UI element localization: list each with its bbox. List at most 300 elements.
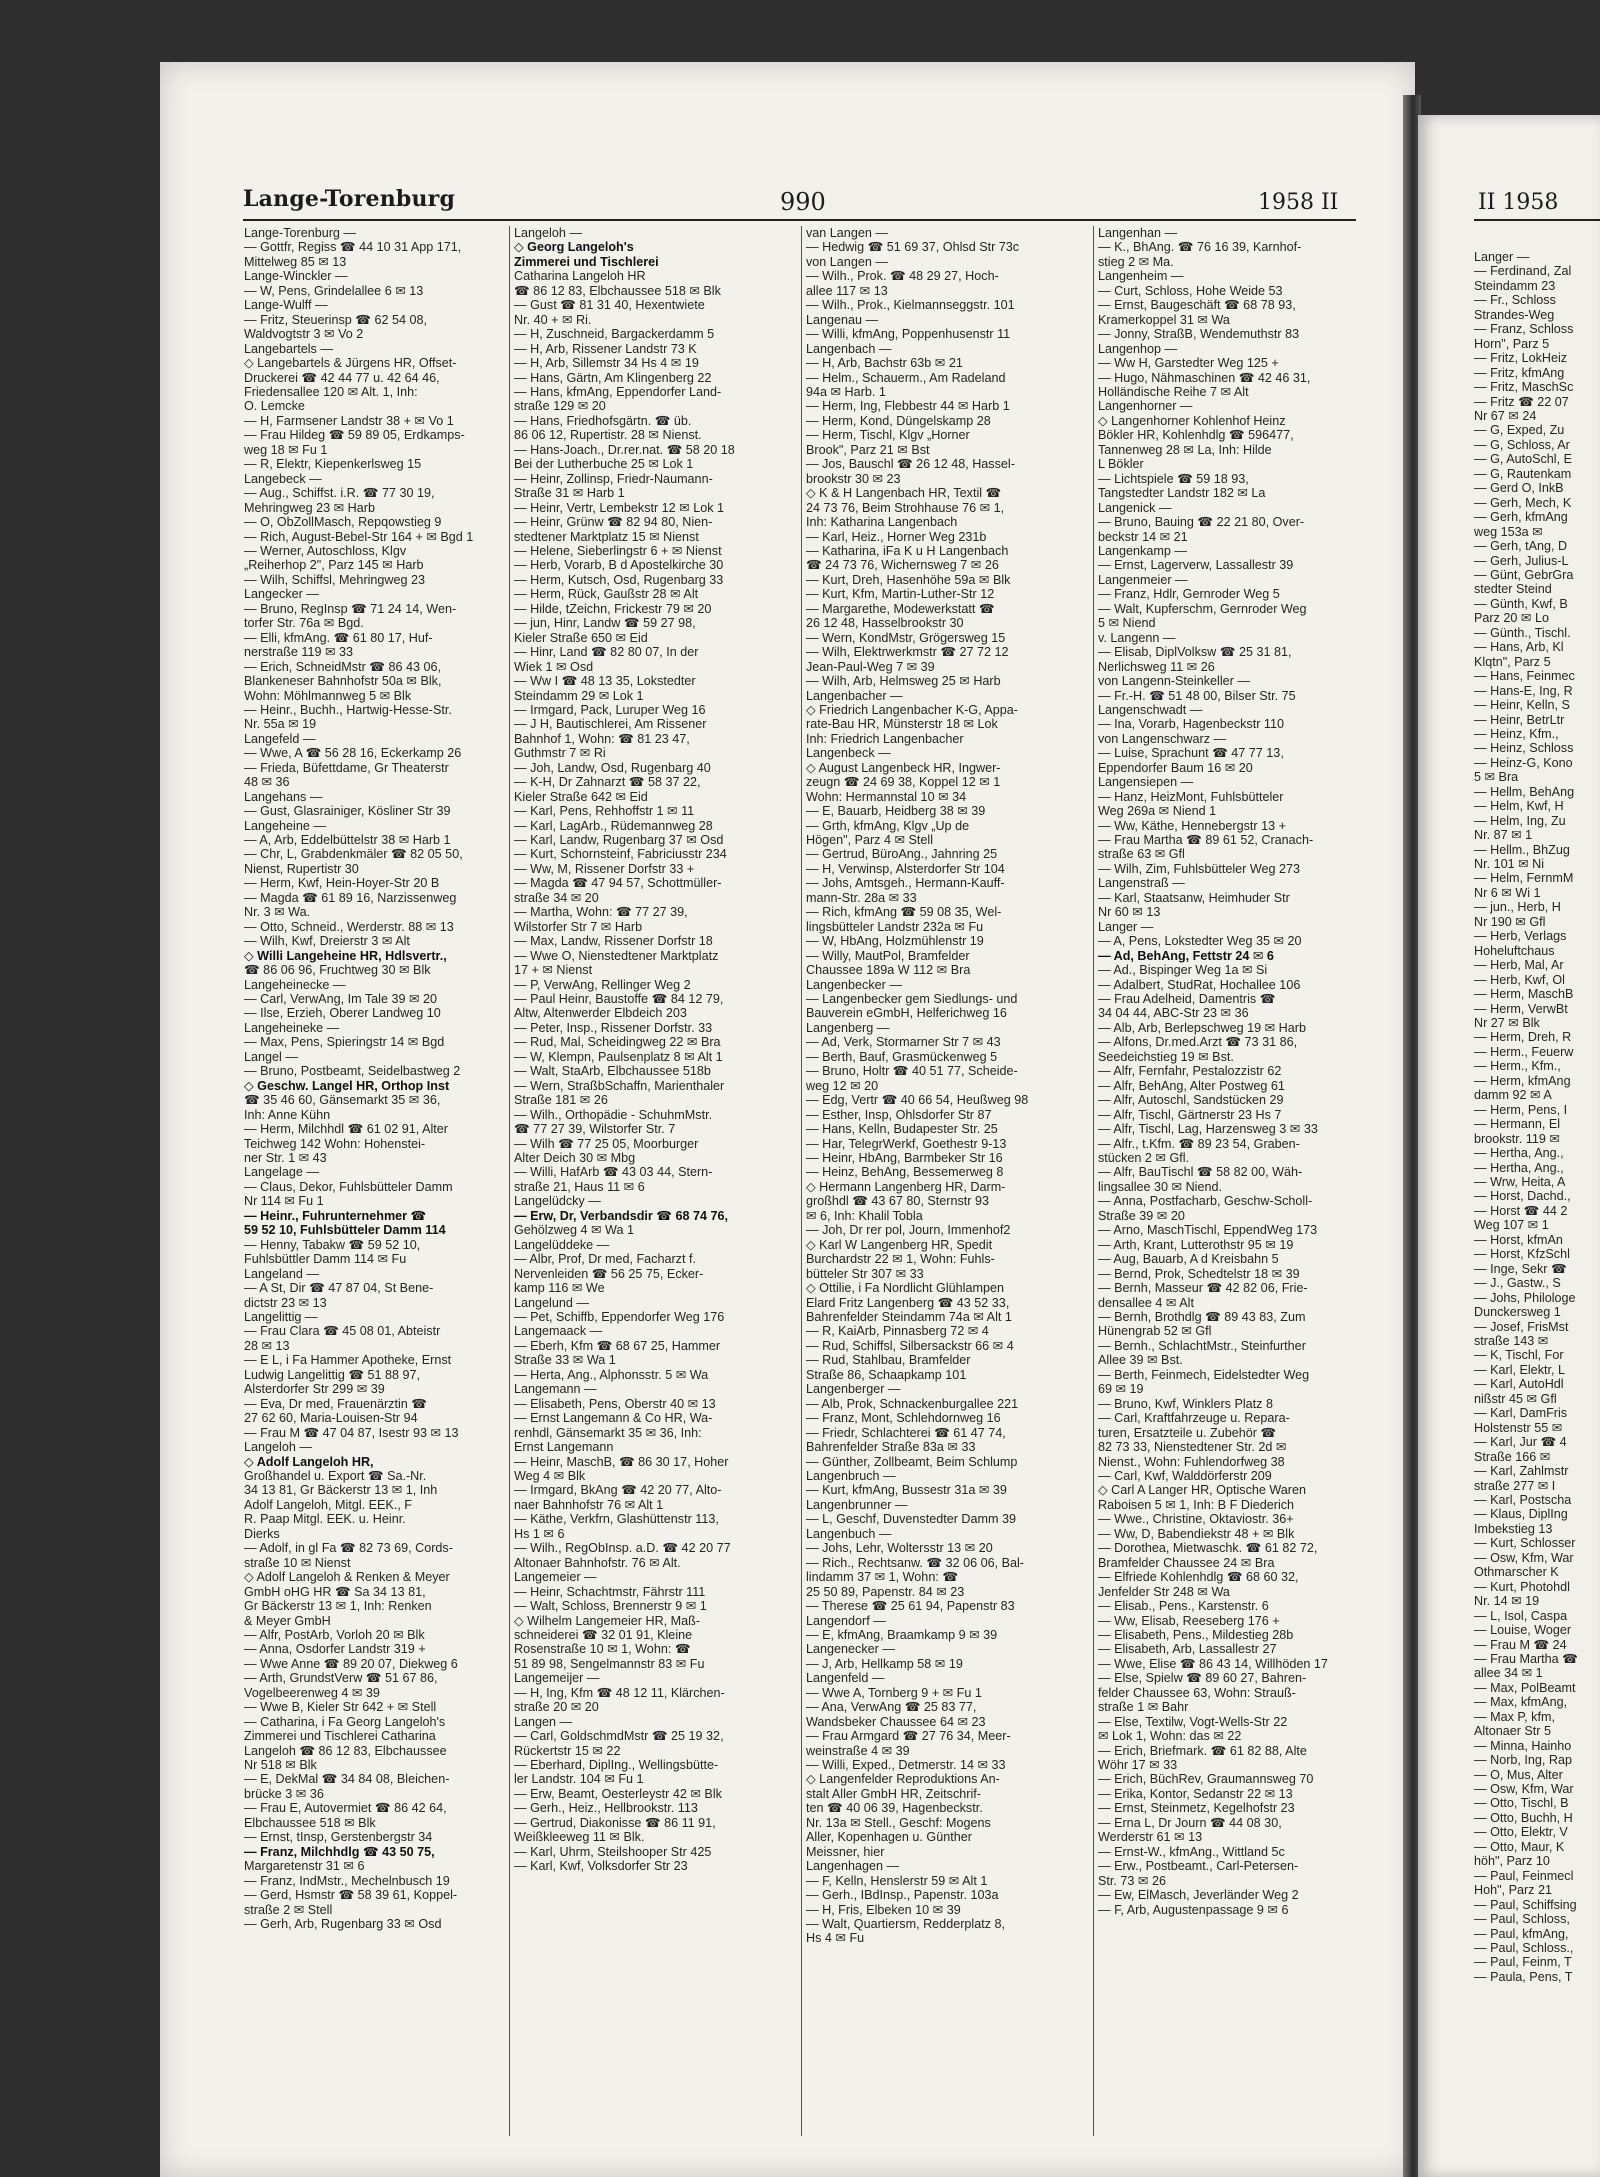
directory-entry: Langendorf — [806, 1613, 886, 1628]
directory-entry: 24 73 76, Beim Strohhause 76 ✉ 1, [806, 500, 1005, 515]
directory-entry: ler Landstr. 104 ✉ Fu 1 [514, 1772, 644, 1787]
directory-entry: Wilstorfer Str 7 ✉ Harb [514, 919, 643, 934]
facing-entry: weg 153a ✉ [1474, 524, 1543, 539]
directory-entry: von Langenschwarz — [1098, 731, 1227, 746]
directory-entry: Langenick — [1098, 500, 1172, 515]
directory-entry: — J, Arb, Hellkamp 58 ✉ 19 [806, 1656, 963, 1671]
directory-entry: — Wilh, Arb, Helmsweg 25 ✉ Harb [806, 674, 1001, 689]
directory-entry: — Bruno, RegInsp ☎ 71 24 14, Wen- [244, 601, 457, 616]
directory-entry: — Ad, BehAng, Fettstr 24 ✉ 6 [1098, 948, 1274, 963]
directory-entry: — Edg, Vertr ☎ 40 66 54, Heußweg 98 [806, 1093, 1029, 1108]
facing-entry: — Paul, Schiffsing [1474, 1897, 1577, 1912]
directory-entry: — Bernh., SchlachtMstr., Steinfurther [1098, 1338, 1306, 1353]
directory-entry: Straße 86, Schaapkamp 101 [806, 1367, 967, 1382]
facing-entry: Parz 20 ✉ Lo [1474, 611, 1549, 626]
directory-entry: ◇ Ottilie, i Fa Nordlicht Glühlampen [806, 1281, 1004, 1296]
directory-entry: „Reiherhop 2", Parz 145 ✉ Harb [244, 558, 424, 573]
directory-entry: — Frau Martha ☎ 89 61 52, Cranach- [1098, 833, 1314, 848]
facing-entry: — Fr., Schloss [1474, 293, 1556, 308]
directory-entry: — Elisabeth, Pens, Oberstr 40 ✉ 13 [514, 1396, 716, 1411]
directory-entry: — Bernd, Prok, Schedtelstr 18 ✉ 39 [1098, 1266, 1300, 1281]
directory-entry: — Gerd, Hsmstr ☎ 58 39 61, Koppel- [244, 1888, 458, 1903]
directory-entry: Aller, Kopenhagen u. Günther [806, 1830, 972, 1845]
directory-entry: — Rich, kfmAng ☎ 59 08 35, Wel- [806, 905, 1002, 920]
directory-entry: — Franz, Mont, Schlehdornweg 16 [806, 1411, 1001, 1426]
directory-entry: — Eva, Dr med, Frauenärztin ☎ [244, 1396, 427, 1411]
directory-entry: Jean-Paul-Weg 7 ✉ 39 [806, 659, 935, 674]
directory-entry: — Heinr., Fuhrunternehmer ☎ [244, 1208, 427, 1223]
facing-entry: nißstr 45 ✉ Gfl [1474, 1391, 1557, 1406]
directory-entry: — A, Pens, Lokstedter Weg 35 ✉ 20 [1098, 934, 1302, 949]
facing-entry: — Kurt, Schlosser [1474, 1536, 1576, 1551]
directory-entry: — Johs, Lehr, Woltersstr 13 ✉ 20 [806, 1541, 993, 1556]
directory-entry: mann-Str. 28a ✉ 33 [806, 890, 917, 905]
facing-entry: Nr. 87 ✉ 1 [1474, 828, 1533, 843]
directory-entry: — Ww I ☎ 48 13 35, Lokstedter [514, 674, 696, 689]
directory-entry: — O, ObZollMasch, Repqowstieg 9 [244, 515, 442, 530]
directory-entry: — Aug, Bauarb, A d Kreisbahn 5 [1098, 1252, 1279, 1267]
directory-entry: — Ad, Verk, Stormarner Str 7 ✉ 43 [806, 1035, 1001, 1050]
directory-entry: — Carl, Kwf, Walddörferstr 209 [1098, 1468, 1272, 1483]
directory-entry: rate-Bau HR, Münsterstr 18 ✉ Lok [806, 717, 998, 732]
column-divider [509, 226, 510, 2136]
directory-entry: torfer Str. 76a ✉ Bgd. [244, 616, 364, 631]
directory-entry: — E, DekMal ☎ 34 84 08, Bleichen- [244, 1772, 450, 1787]
directory-entry: — Karl, Staatsanw, Heimhuder Str [1098, 890, 1290, 905]
directory-entry: straße 129 ✉ 20 [514, 399, 606, 414]
directory-entry: — Arno, MaschTischl, EppendWeg 173 [1098, 1223, 1318, 1238]
directory-entry: — Heinr, Zollinsp, Friedr-Naumann- [514, 471, 713, 486]
directory-entry: Wiek 1 ✉ Osd [514, 659, 594, 674]
directory-entry: — Carl, VerwAng, Im Tale 39 ✉ 20 [244, 992, 438, 1007]
directory-entry: Kieler Straße 650 ✉ Eid [514, 630, 648, 645]
directory-entry: Langemeier — [514, 1570, 597, 1585]
facing-entry: — Karl, AutoHdl [1474, 1377, 1564, 1392]
directory-entry: Weg 269a ✉ Niend 1 [1098, 804, 1217, 819]
directory-entry: — A St, Dir ☎ 47 87 04, St Bene- [244, 1281, 434, 1296]
facing-entry: — Heinr, Kelln, S [1474, 698, 1570, 713]
header-rule [243, 219, 1356, 221]
directory-entry: Langeloh — [514, 226, 582, 240]
directory-entry: — Rich., Rechtsanw. ☎ 32 06 06, Bal- [806, 1555, 1024, 1570]
directory-entry: straße 21, Haus 11 ✉ 6 [514, 1179, 645, 1194]
directory-entry: — Bernh, Brothdlg ☎ 89 43 83, Zum [1098, 1309, 1306, 1324]
directory-entry: Langemann — [514, 1382, 597, 1397]
directory-entry: — E L, i Fa Hammer Apotheke, Ernst [244, 1353, 452, 1368]
directory-entry: — Kurt, Kfm, Martin-Luther-Str 12 [806, 587, 995, 602]
directory-entry: Straße 39 ✉ 20 [1098, 1208, 1185, 1223]
directory-entry: Nr 518 ✉ Blk [244, 1758, 317, 1773]
directory-entry: stücken 2 ✉ Gfl. [1098, 1151, 1190, 1165]
directory-entry: — Max, Pens, Spieringstr 14 ✉ Bgd [244, 1035, 445, 1050]
facing-entry: Strandes-Weg [1474, 307, 1555, 322]
facing-entry: — Osw, Kfm, War [1474, 1782, 1574, 1797]
directory-entry: 28 ✉ 13 [244, 1338, 290, 1353]
directory-entry: stalt Aller GmbH HR, Zeitschrif- [806, 1786, 981, 1801]
directory-entry: — Wwe A, Tornberg 9 + ✉ Fu 1 [806, 1685, 982, 1700]
directory-entry: Blankeneser Bahnhofstr 50a ✉ Blk, [244, 674, 442, 689]
directory-entry: ◇ Wilhelm Langemeier HR, Maß- [514, 1613, 701, 1628]
directory-entry: — Franz, Hdlr, Gernroder Weg 5 [1098, 587, 1280, 602]
facing-entry: — Helm, Ing, Zu [1474, 813, 1566, 828]
directory-entry: ◇ K & H Langenbach HR, Textil ☎ [806, 486, 1002, 501]
facing-entry: — Herm, MaschB [1474, 987, 1574, 1002]
directory-entry: — H, Farmsener Landstr 38 + ✉ Vo 1 [244, 413, 454, 428]
facing-entry: — Paul, Schloss., [1474, 1941, 1574, 1956]
directory-entry: Catharina Langeloh HR [514, 269, 646, 284]
directory-entry: Langelüddeke — [514, 1237, 610, 1252]
directory-entry: — L, Geschf, Duvenstedter Damm 39 [806, 1512, 1016, 1527]
directory-entry: — Rud, Mal, Scheidingweg 22 ✉ Bra [514, 1035, 721, 1050]
directory-entry: — Wwe B, Kieler Str 642 + ✉ Stell [244, 1700, 437, 1715]
directory-entry: — Frau M ☎ 47 04 87, Isestr 93 ✉ 13 [244, 1425, 459, 1440]
directory-entry: zeugn ☎ 24 69 38, Koppel 12 ✉ 1 [806, 775, 1001, 790]
directory-entry: — Wilh., Prok. ☎ 48 29 27, Hoch- [806, 269, 999, 284]
directory-entry: — W, HbAng, Holzmühlenstr 19 [806, 934, 984, 949]
facing-entry: — Heinz, Schloss [1474, 741, 1574, 756]
directory-column-1 [244, 226, 499, 2161]
directory-entry: Steindamm 29 ✉ Lok 1 [514, 688, 644, 703]
directory-entry: — Chr, L, Grabdenkmäler ☎ 82 05 50, [244, 847, 463, 862]
directory-entry: — Ernst-W., kfmAng., Wittland 5c [1098, 1844, 1285, 1859]
facing-entry: straße 143 ✉ [1474, 1333, 1549, 1348]
facing-entry: — Herb, Verlags [1474, 929, 1567, 944]
directory-entry: — Bruno, Bauing ☎ 22 21 80, Over- [1098, 515, 1305, 530]
directory-entry: — Wilh., Orthopädie - SchuhmMstr. [514, 1107, 713, 1122]
directory-entry: Mehringweg 23 ✉ Harb [244, 500, 375, 515]
page-number: 990 [780, 188, 826, 216]
facing-entry: — Herm, Pens, I [1474, 1102, 1568, 1117]
directory-entry: — Heinr, Vertr, Lembekstr 12 ✉ Lok 1 [514, 500, 725, 515]
directory-entry: — Frau Clara ☎ 45 08 01, Abteistr [244, 1324, 441, 1339]
facing-entry: — Fritz, LokHeiz [1474, 351, 1568, 366]
directory-entry: ner Str. 1 ✉ 43 [244, 1151, 327, 1165]
facing-entry: Steindamm 23 [1474, 278, 1556, 293]
directory-entry: Langenfeld — [806, 1671, 885, 1686]
facing-entry: — G, Schloss, Ar [1474, 437, 1570, 452]
directory-entry: straße 2 ✉ Stell [244, 1902, 333, 1917]
facing-page-header: II 1958 [1478, 190, 1559, 215]
directory-entry: — Elisab, DiplVolksw ☎ 25 31 81, [1098, 645, 1292, 660]
directory-entry: — H, Ing, Kfm ☎ 48 12 11, Klärchen- [514, 1685, 725, 1700]
facing-entry: — Herm, kfmAng [1474, 1073, 1571, 1088]
directory-entry: Seedeichstieg 19 ✉ Bst. [1098, 1049, 1234, 1064]
directory-entry: — Erw, Dr, Verbandsdir ☎ 68 74 76, [514, 1208, 729, 1223]
directory-entry: — Günther, Zollbeamt, Beim Schlump [806, 1454, 1018, 1469]
facing-entry: — Otto, Tischl, B [1474, 1796, 1569, 1811]
directory-entry: — Paul Heinr, Baustoffe ☎ 84 12 79, [514, 992, 724, 1007]
directory-entry: — Rud, Schiffsl, Silbersackstr 66 ✉ 4 [806, 1338, 1014, 1353]
directory-entry: — Elisabeth, Pens., Mildestieg 28b [1098, 1627, 1294, 1642]
directory-entry: Langenberg — [806, 1020, 890, 1035]
directory-entry: — Ww, M, Rissener Dorfstr 33 + [514, 861, 695, 876]
directory-entry: — Ernst, Steinmetz, Kegelhofstr 23 [1098, 1801, 1295, 1816]
directory-entry: — Bruno, Holtr ☎ 40 51 77, Scheide- [806, 1064, 1018, 1079]
directory-entry: Langenbrunner — [806, 1497, 908, 1512]
facing-entry: — Osw, Kfm, War [1474, 1550, 1574, 1565]
facing-header-rule [1474, 219, 1600, 221]
directory-entry: — Aug., Schiffst. i.R. ☎ 77 30 19, [244, 486, 435, 501]
directory-entry: — Max, Landw, Rissener Dorfstr 18 [514, 934, 713, 949]
column-divider [1093, 226, 1094, 2136]
facing-entry: — Karl, Postscha [1474, 1492, 1572, 1507]
directory-entry: — Heinz, BehAng, Bessemerweg 8 [806, 1165, 1004, 1180]
directory-entry: — H, Arb, Sillemstr 34 Hs 4 ✉ 19 [514, 356, 699, 371]
directory-entry: Altw, Altenwerder Elbdeich 203 [514, 1006, 687, 1021]
directory-entry: straße 20 ✉ 20 [514, 1700, 599, 1715]
directory-entry: — Else, Spielw ☎ 89 60 27, Bahren- [1098, 1671, 1307, 1686]
directory-entry: felder Chaussee 63, Wohn: Strauß- [1098, 1685, 1296, 1700]
directory-entry: — Ad., Bispinger Weg 1a ✉ Si [1098, 963, 1268, 978]
directory-column-2 [514, 226, 794, 2161]
directory-entry: Inh: Friedrich Langenbacher [806, 731, 964, 746]
directory-entry: — Elisab., Pens., Karstenstr. 6 [1098, 1599, 1269, 1614]
directory-entry: stedtener Marktplatz 15 ✉ Nienst [514, 529, 699, 544]
directory-entry: Langeheine — [244, 818, 326, 833]
directory-entry: Jenfelder Str 248 ✉ Wa [1098, 1584, 1230, 1599]
directory-entry: Tannenweg 28 ✉ La, Inh: Hilde [1098, 442, 1272, 457]
directory-entry: — Jos, Bauschl ☎ 26 12 48, Hassel- [806, 457, 1015, 472]
directory-entry: v. Langenn — [1098, 630, 1176, 645]
directory-entry: ☎ 24 73 76, Wichernsweg 7 ✉ 26 [806, 558, 999, 573]
facing-entry: — G, AutoSchl, E [1474, 452, 1572, 467]
directory-entry: Zimmerei und Tischlerei [514, 254, 659, 269]
directory-entry: — Erich, SchneidMstr ☎ 86 43 06, [244, 659, 441, 674]
facing-entry: — Herm., Feuerw [1474, 1044, 1574, 1059]
directory-entry: ten ☎ 40 06 39, Hagenbeckstr. [806, 1801, 983, 1816]
facing-entry: — Herb, Mal, Ar [1474, 958, 1564, 973]
column-divider [801, 226, 802, 2136]
directory-entry: Altonaer Bahnhofstr. 76 ✉ Alt. [514, 1555, 681, 1570]
facing-entry: — Horst, KfzSchl [1474, 1247, 1570, 1262]
directory-entry: — Frau E, Autovermiet ☎ 86 42 64, [244, 1801, 447, 1816]
directory-entry: L Bökler [1098, 457, 1144, 472]
facing-entry: — Günt, GebrGra [1474, 567, 1574, 582]
directory-entry: — Gust, Glasrainiger, Kösliner Str 39 [244, 804, 451, 819]
directory-entry: — jun, Hinr, Landw ☎ 59 27 98, [514, 616, 696, 631]
directory-entry: — Dorothea, Mietwaschk. ☎ 61 82 72, [1098, 1541, 1318, 1556]
directory-entry: — Ina, Vorarb, Hagenbeckstr 110 [1098, 717, 1284, 732]
directory-entry: — Friedr, Schlachterei ☎ 61 47 74, [806, 1425, 1006, 1440]
directory-entry: — Frau Adelheid, Damentris ☎ [1098, 992, 1276, 1007]
directory-entry: — Gertrud, Diakonisse ☎ 86 11 91, [514, 1815, 716, 1830]
directory-entry: Langeheinecke — [244, 977, 346, 992]
facing-entry: straße 277 ✉ I [1474, 1478, 1556, 1493]
facing-entry: — G, Rautenkam [1474, 466, 1572, 481]
facing-entry: — Hermann, El [1474, 1117, 1561, 1132]
facing-entry: — Helm, FernmM [1474, 871, 1574, 886]
facing-entry: — Inge, Sekr ☎ [1474, 1261, 1567, 1276]
directory-entry: — A, Arb, Eddelbüttelstr 38 ✉ Harb 1 [244, 833, 451, 848]
directory-entry: 34 13 81, Gr Bäckerstr 13 ✉ 1, Inh [244, 1483, 438, 1498]
directory-entry: Langenhop — [1098, 341, 1178, 356]
directory-entry: 26 12 48, Hasselbrookstr 30 [806, 616, 964, 631]
directory-entry: Lange-Wulff — [244, 298, 328, 313]
directory-entry: — Ww, Käthe, Hennebergstr 13 + [1098, 818, 1286, 833]
directory-entry: — Magda ☎ 47 94 57, Schottmüller- [514, 876, 722, 891]
facing-entry: Hoh", Parz 21 [1474, 1883, 1552, 1898]
directory-entry: — Eberh, Kfm ☎ 68 67 25, Hammer [514, 1338, 721, 1353]
directory-entry: — Werner, Autoschloss, Klgv [244, 543, 407, 558]
facing-entry: Altonaer Str 5 [1474, 1724, 1552, 1739]
directory-entry: — Wwe, A ☎ 56 28 16, Eckerkamp 26 [244, 746, 462, 761]
directory-entry: — Hans-Joach., Dr.rer.nat. ☎ 58 20 18 [514, 442, 735, 457]
directory-entry: — Alfr, Tischl, Lag, Harzensweg 3 ✉ 33 [1098, 1122, 1318, 1137]
directory-entry: — Walt, StaArb, Elbchaussee 518b [514, 1064, 711, 1079]
directory-entry: Langel — [244, 1049, 298, 1064]
directory-entry: — R, KaiArb, Pinnasberg 72 ✉ 4 [806, 1324, 989, 1339]
directory-entry: — Erna L, Dr Journ ☎ 44 08 30, [1098, 1815, 1282, 1830]
directory-entry: Hünengrab 52 ✉ Gfl [1098, 1324, 1212, 1339]
directory-entry: — Fr.-H. ☎ 51 48 00, Bilser Str. 75 [1098, 688, 1296, 703]
facing-entry: — Fritz ☎ 22 07 [1474, 394, 1569, 409]
facing-entry: — L, Isol, Caspa [1474, 1608, 1568, 1623]
directory-entry: — Heinr, HbAng, Barmbeker Str 16 [806, 1151, 1003, 1165]
facing-entry: — Günth, Kwf, B [1474, 596, 1568, 611]
directory-entry: — Frieda, Büfettdame, Gr Theaterstr [244, 760, 449, 775]
directory-entry: Nerlichsweg 11 ✉ 26 [1098, 659, 1215, 674]
facing-entry: Imbekstieg 13 [1474, 1521, 1553, 1536]
facing-entry: Klqtn", Parz 5 [1474, 654, 1551, 669]
facing-entry: — Gerh, kfmAng [1474, 510, 1568, 525]
directory-entry: — Berth, Feinmech, Eidelstedter Weg [1098, 1367, 1310, 1382]
directory-entry: turen, Ersatzteile u. Zubehör ☎ [1098, 1425, 1277, 1440]
directory-entry: Dierks [244, 1526, 280, 1541]
directory-entry: Eppendorfer Baum 16 ✉ 20 [1098, 760, 1253, 775]
directory-entry: — Alb, Arb, Berlepschweg 19 ✉ Harb [1098, 1020, 1306, 1035]
facing-entry: Nr 27 ✉ Blk [1474, 1016, 1540, 1031]
directory-entry: 48 ✉ 36 [244, 775, 290, 790]
facing-entry: Hoheluftchaus [1474, 943, 1555, 958]
directory-entry: Bramfelder Chaussee 24 ✉ Bra [1098, 1555, 1275, 1570]
directory-entry: — Gerh., IBdInsp., Papenstr. 103a [806, 1888, 999, 1903]
directory-entry: straße 10 ✉ Nienst [244, 1555, 351, 1570]
directory-entry: Wöhr 17 ✉ 33 [1098, 1758, 1178, 1773]
directory-entry: großhdl ☎ 43 67 80, Sternstr 93 [806, 1194, 990, 1209]
facing-entry: — Franz, Schloss [1474, 322, 1574, 337]
directory-entry: Hs 4 ✉ Fu [806, 1931, 865, 1946]
directory-entry: Raboisen 5 ✉ 1, Inh: B F Diederich [1098, 1497, 1295, 1512]
directory-entry: — Alfr, Tischl, Gärtnerstr 23 Hs 7 [1098, 1107, 1282, 1122]
directory-entry: Bahrenfelder Straße 83a ✉ 33 [806, 1440, 976, 1455]
directory-entry: Langenhan — [1098, 226, 1178, 240]
directory-entry: brookstr 30 ✉ 23 [806, 471, 901, 486]
directory-entry: Langelittig — [244, 1309, 318, 1324]
directory-entry: — Berth, Bauf, Grasmückenweg 5 [806, 1049, 998, 1064]
facing-entry: damm 92 ✉ A [1474, 1088, 1552, 1103]
facing-entry: — Paula, Pens, T [1474, 1969, 1573, 1984]
facing-entry: Straße 166 ✉ [1474, 1449, 1551, 1464]
directory-entry: Weg 4 ✉ Blk [514, 1468, 586, 1483]
directory-entry: — Kurt, Dreh, Hasenhöhe 59a ✉ Blk [806, 572, 1011, 587]
facing-entry: — Gerh, tAng, D [1474, 539, 1568, 554]
directory-entry: — Adolf, in gl Fa ☎ 82 73 69, Cords- [244, 1541, 453, 1556]
directory-entry: — Johs, Amtsgeh., Hermann-Kauff- [806, 876, 1005, 891]
facing-entry: — Max, PolBeamt [1474, 1680, 1576, 1695]
directory-entry: Bahnhof 1, Wohn: ☎ 81 23 47, [514, 731, 690, 746]
directory-entry: Lange-Winckler — [244, 269, 348, 284]
directory-entry: — Alfons, Dr.med.Arzt ☎ 73 31 86, [1098, 1035, 1298, 1050]
directory-entry: — Herta, Ang., Alphonsstr. 5 ✉ Wa [514, 1367, 709, 1382]
facing-entry: — Günth., Tischl. [1474, 625, 1571, 640]
facing-entry: — Frau M ☎ 24 [1474, 1637, 1567, 1652]
directory-entry: — Claus, Dekor, Fuhlsbütteler Damm [244, 1179, 453, 1194]
facing-entry: — Paul, Feinmecl [1474, 1868, 1574, 1883]
directory-entry: — Alfr, PostArb, Vorloh 20 ✉ Blk [244, 1627, 425, 1642]
directory-entry: — Wwe Anne ☎ 89 20 07, Diekweg 6 [244, 1656, 458, 1671]
directory-entry: — Alfr., t.Kfm. ☎ 89 23 54, Graben- [1098, 1136, 1300, 1151]
directory-entry: Mittelweg 85 ✉ 13 [244, 254, 347, 269]
directory-entry: Tangstedter Landstr 182 ✉ La [1098, 486, 1266, 501]
directory-entry: Nr 114 ✉ Fu 1 [244, 1194, 324, 1209]
facing-entry: — Otto, Maur, K [1474, 1839, 1565, 1854]
directory-entry: Rückertstr 15 ✉ 22 [514, 1743, 621, 1758]
directory-entry: — Hugo, Nähmaschinen ☎ 42 46 31, [1098, 370, 1311, 385]
directory-entry: — Helene, Sieberlingstr 6 + ✉ Nienst [514, 543, 722, 558]
directory-entry: — Har, TelegrWerkf, Goethestr 9-13 [806, 1136, 1007, 1151]
directory-entry: ◇ Carl A Langer HR, Optische Waren [1098, 1483, 1307, 1498]
directory-entry: — Hans, Kelln, Budapester Str. 25 [806, 1122, 998, 1137]
directory-entry: — Erich, BüchRev, Graumannsweg 70 [1098, 1772, 1314, 1787]
facing-entry: — Gerd O, InkB [1474, 481, 1564, 496]
directory-entry: — Ww, D, Babendiekstr 48 + ✉ Blk [1098, 1526, 1295, 1541]
directory-entry: Teichweg 142 Wohn: Hohenstei- [244, 1136, 426, 1151]
directory-entry: — Erika, Kontor, Sedanstr 22 ✉ 13 [1098, 1786, 1293, 1801]
directory-entry: Großhandel u. Export ☎ Sa.-Nr. [244, 1468, 427, 1483]
directory-entry: — Karl, Kwf, Volksdorfer Str 23 [514, 1859, 688, 1874]
directory-entry: Langenstraß — [1098, 876, 1185, 891]
directory-entry: Ludwig Langelittig ☎ 51 88 97, [244, 1367, 421, 1382]
directory-entry: Elbchaussee 518 ✉ Blk [244, 1815, 376, 1830]
facing-entry: — Otto, Elektr, V [1474, 1825, 1568, 1840]
directory-entry: Inh: Anne Kühn [244, 1107, 331, 1122]
facing-entry: — O, Mus, Alter [1474, 1767, 1563, 1782]
directory-entry: 51 89 98, Sengelmannstr 83 ✉ Fu [514, 1656, 705, 1671]
directory-entry: Nienst, Rupertistr 30 [244, 861, 359, 876]
facing-entry: — Hans-E, Ing, R [1474, 683, 1573, 698]
directory-entry: — Grth, kfmAng, Klgv „Up de [806, 818, 970, 833]
directory-entry: ◇ Adolf Langeloh HR, [244, 1454, 374, 1469]
directory-entry: — Elli, kfmAng. ☎ 61 80 17, Huf- [244, 630, 433, 645]
directory-entry: dictstr 23 ✉ 13 [244, 1295, 327, 1310]
facing-entry: höh", Parz 10 [1474, 1854, 1550, 1869]
directory-entry: — Herm, Tischl, Klgv „Horner [806, 428, 970, 443]
directory-entry: — Walt, Quartiersm, Redderplatz 8, [806, 1917, 1005, 1932]
directory-entry: Langenkamp — [1098, 543, 1187, 558]
directory-entry: Ernst Langemann [514, 1440, 614, 1455]
directory-entry: Wohn: Möhlmannweg 5 ✉ Blk [244, 688, 412, 703]
directory-entry: — Alfr, Fernfahr, Pestalozzistr 62 [1098, 1064, 1282, 1079]
directory-entry: R. Paap Mitgl. EEK. u. Heinr. [244, 1512, 406, 1527]
facing-entry: — Horst ☎ 44 2 [1474, 1203, 1568, 1218]
directory-entry: — Herb, Vorarb, B d Apostelkirche 30 [514, 558, 724, 573]
directory-entry: 34 04 44, ABC-Str 23 ✉ 36 [1098, 1006, 1249, 1021]
directory-entry: — W, Klempn, Paulsenplatz 8 ✉ Alt 1 [514, 1049, 723, 1064]
directory-entry: 27 62 60, Maria-Louisen-Str 94 [244, 1411, 418, 1426]
directory-entry: — Hanz, HeizMont, Fuhlsbütteler [1098, 789, 1284, 804]
directory-entry: ◇ Langebartels & Jürgens HR, Offset- [244, 356, 457, 371]
directory-entry: — Ernst Langemann & Co HR, Wa- [514, 1411, 713, 1426]
directory-entry: nerstraße 119 ✉ 33 [244, 645, 354, 660]
directory-entry: — Rich, August-Bebel-Str 164 + ✉ Bgd 1 [244, 529, 474, 544]
directory-entry: — Walt, Kupferschm, Gernroder Weg [1098, 601, 1307, 616]
directory-entry: — E, kfmAng, Braamkamp 9 ✉ 39 [806, 1627, 998, 1642]
directory-entry: — Ana, VerwAng ☎ 25 83 77, [806, 1700, 977, 1715]
directory-entry: schneiderei ☎ 32 01 91, Kleine [514, 1627, 693, 1642]
directory-entry: Holländische Reihe 7 ✉ Alt [1098, 384, 1249, 399]
directory-entry: — Wilh, Kwf, Dreierstr 3 ✉ Alt [244, 934, 410, 949]
facing-entry: — Horst, kfmAn [1474, 1232, 1563, 1247]
